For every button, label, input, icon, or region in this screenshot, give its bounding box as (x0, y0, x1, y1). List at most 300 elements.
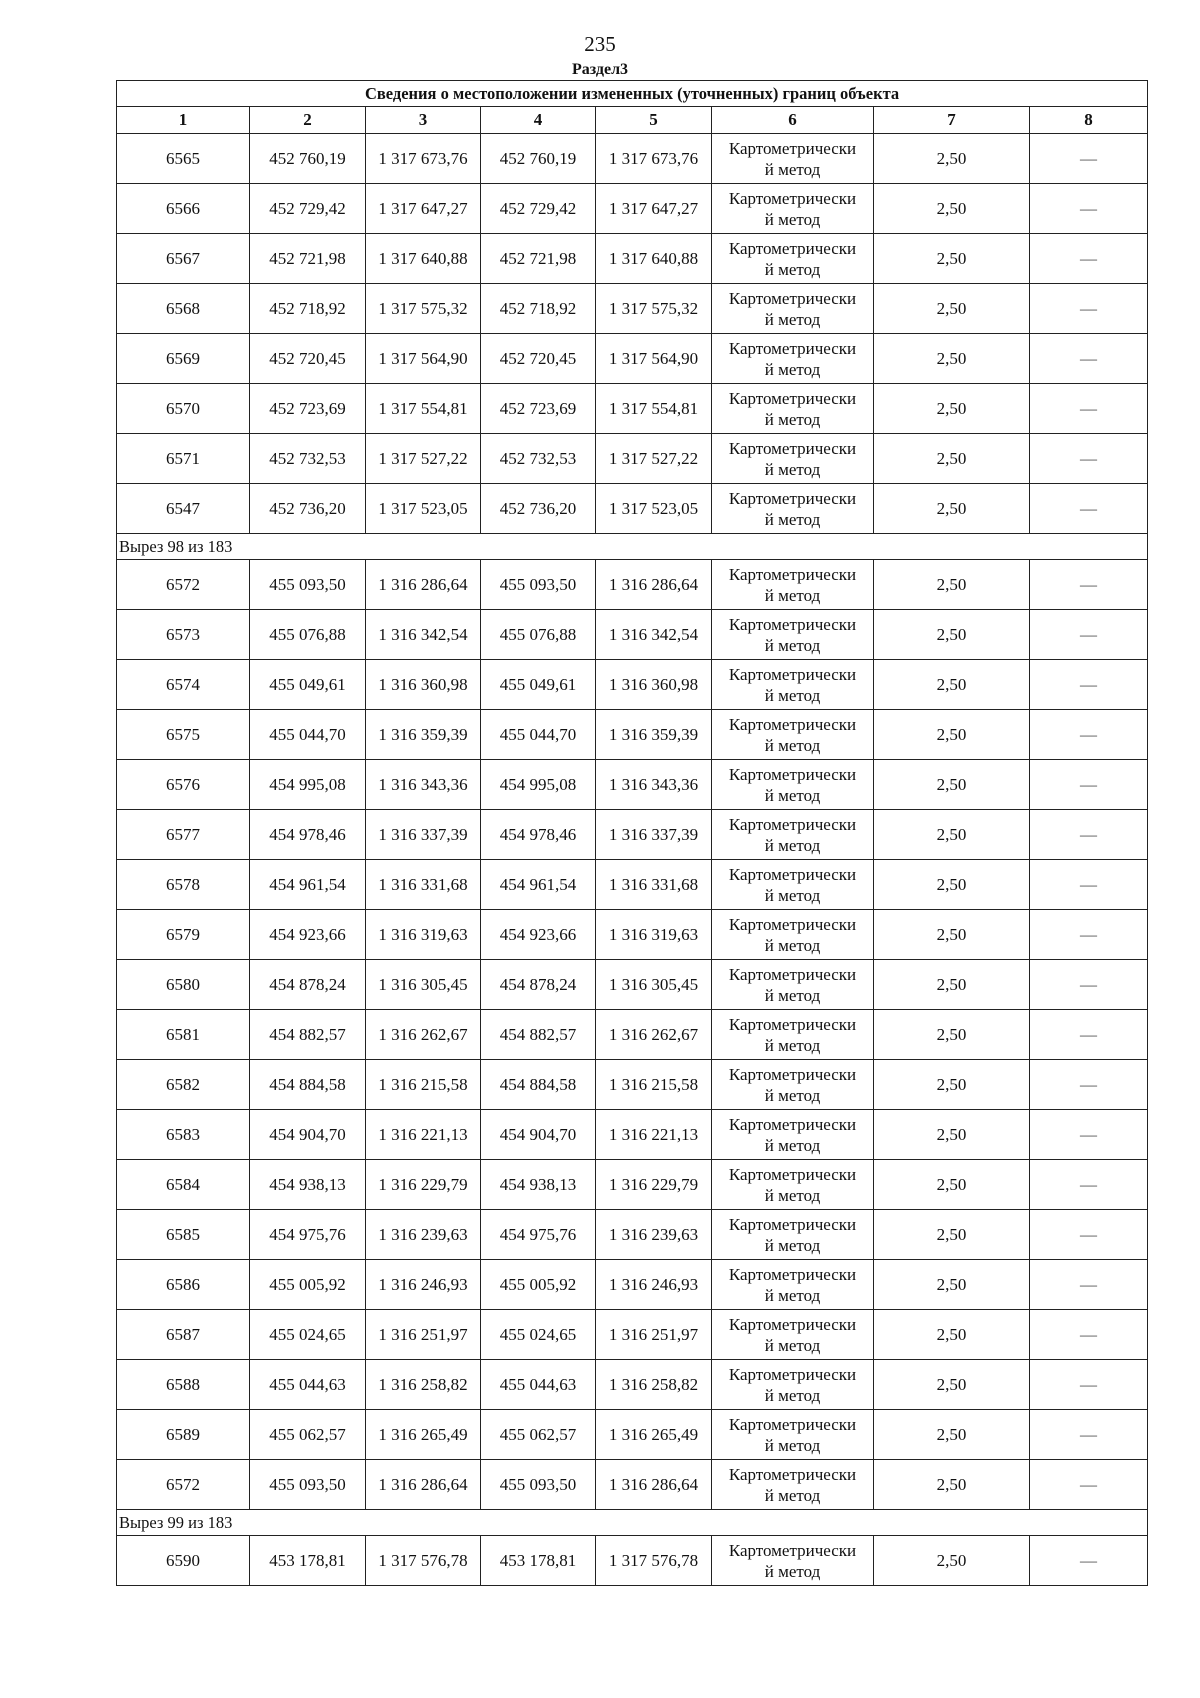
table-row (117, 1536, 1148, 1586)
table-row (117, 810, 1148, 860)
x-new-cell: 454 904,70 (481, 1110, 596, 1160)
accuracy-cell: 2,50 (874, 1260, 1030, 1310)
table-row (117, 660, 1148, 710)
method-line-2: й метод (764, 259, 821, 279)
x-old-cell: 455 093,50 (250, 560, 366, 610)
x-old-cell: 454 938,13 (250, 1160, 366, 1210)
note-cell: — (1030, 760, 1148, 810)
method-cell (712, 910, 874, 960)
table-row (117, 560, 1148, 610)
x-new-cell: 454 923,66 (481, 910, 596, 960)
y-new-cell: 1 316 331,68 (596, 860, 712, 910)
y-old-cell: 1 317 564,90 (366, 334, 481, 384)
method-line-1: Картометрически (728, 1414, 857, 1434)
method-cell (712, 384, 874, 434)
method-cell (712, 1210, 874, 1260)
method-line-2: й метод (764, 1485, 821, 1505)
method-line-1: Картометрически (728, 1314, 857, 1334)
y-old-cell: 1 316 286,64 (366, 560, 481, 610)
cutout-header-row (117, 1510, 1148, 1536)
method-cell (712, 1360, 874, 1410)
x-new-cell: 452 721,98 (481, 234, 596, 284)
y-old-cell: 1 317 575,32 (366, 284, 481, 334)
accuracy-cell: 2,50 (874, 1310, 1030, 1360)
method-line-1: Картометрически (728, 338, 857, 358)
method-line-2: й метод (764, 1135, 821, 1155)
y-old-cell: 1 317 647,27 (366, 184, 481, 234)
x-old-cell: 453 178,81 (250, 1536, 366, 1586)
method-line-2: й метод (764, 985, 821, 1005)
accuracy-cell: 2,50 (874, 434, 1030, 484)
accuracy-cell: 2,50 (874, 1360, 1030, 1410)
y-old-cell: 1 316 342,54 (366, 610, 481, 660)
method-line-2: й метод (764, 1385, 821, 1405)
table-row (117, 960, 1148, 1010)
accuracy-cell: 2,50 (874, 910, 1030, 960)
x-old-cell: 452 720,45 (250, 334, 366, 384)
note-cell: — (1030, 1210, 1148, 1260)
table-row (117, 1210, 1148, 1260)
x-old-cell: 452 729,42 (250, 184, 366, 234)
method-cell (712, 1310, 874, 1360)
y-new-cell: 1 317 564,90 (596, 334, 712, 384)
x-new-cell: 454 882,57 (481, 1010, 596, 1060)
method-cell (712, 760, 874, 810)
table-row (117, 1260, 1148, 1310)
accuracy-cell: 2,50 (874, 284, 1030, 334)
x-old-cell: 452 732,53 (250, 434, 366, 484)
method-line-2: й метод (764, 1085, 821, 1105)
method-line-1: Картометрически (728, 714, 857, 734)
method-line-2: й метод (764, 635, 821, 655)
method-line-1: Картометрически (728, 614, 857, 634)
x-old-cell: 455 093,50 (250, 1460, 366, 1510)
method-line-2: й метод (764, 785, 821, 805)
method-cell (712, 334, 874, 384)
x-old-cell: 454 878,24 (250, 960, 366, 1010)
method-line-2: й метод (764, 1561, 821, 1581)
accuracy-cell: 2,50 (874, 1010, 1030, 1060)
point-number-cell: 6581 (117, 1010, 250, 1060)
y-old-cell: 1 317 527,22 (366, 434, 481, 484)
y-new-cell: 1 316 359,39 (596, 710, 712, 760)
y-new-cell: 1 316 239,63 (596, 1210, 712, 1260)
method-line-1: Картометрически (728, 914, 857, 934)
point-number-cell: 6547 (117, 484, 250, 534)
method-line-1: Картометрически (728, 438, 857, 458)
y-old-cell: 1 316 229,79 (366, 1160, 481, 1210)
y-old-cell: 1 316 331,68 (366, 860, 481, 910)
table-row (117, 1460, 1148, 1510)
note-cell: — (1030, 1160, 1148, 1210)
x-new-cell: 455 093,50 (481, 560, 596, 610)
point-number-cell: 6567 (117, 234, 250, 284)
method-line-2: й метод (764, 359, 821, 379)
x-old-cell: 454 961,54 (250, 860, 366, 910)
table-row (117, 234, 1148, 284)
x-old-cell: 455 044,70 (250, 710, 366, 760)
point-number-cell: 6566 (117, 184, 250, 234)
accuracy-cell: 2,50 (874, 234, 1030, 284)
column-number: 8 (1030, 107, 1148, 134)
method-cell (712, 434, 874, 484)
x-new-cell: 454 995,08 (481, 760, 596, 810)
method-line-1: Картометрически (728, 1464, 857, 1484)
y-new-cell: 1 317 640,88 (596, 234, 712, 284)
accuracy-cell: 2,50 (874, 860, 1030, 910)
method-cell (712, 810, 874, 860)
method-line-2: й метод (764, 1285, 821, 1305)
accuracy-cell: 2,50 (874, 1210, 1030, 1260)
y-old-cell: 1 316 221,13 (366, 1110, 481, 1160)
accuracy-cell: 2,50 (874, 134, 1030, 184)
table-row (117, 1010, 1148, 1060)
method-line-1: Картометрически (728, 814, 857, 834)
accuracy-cell: 2,50 (874, 710, 1030, 760)
x-old-cell: 454 904,70 (250, 1110, 366, 1160)
method-line-2: й метод (764, 159, 821, 179)
y-old-cell: 1 316 258,82 (366, 1360, 481, 1410)
y-old-cell: 1 316 251,97 (366, 1310, 481, 1360)
y-new-cell: 1 317 554,81 (596, 384, 712, 434)
x-new-cell: 455 049,61 (481, 660, 596, 710)
method-line-1: Картометрически (728, 864, 857, 884)
y-new-cell: 1 317 576,78 (596, 1536, 712, 1586)
method-line-2: й метод (764, 1185, 821, 1205)
boundary-coordinates-table (116, 80, 1148, 1586)
x-old-cell: 452 723,69 (250, 384, 366, 434)
y-new-cell: 1 316 265,49 (596, 1410, 712, 1460)
y-new-cell: 1 316 342,54 (596, 610, 712, 660)
accuracy-cell: 2,50 (874, 184, 1030, 234)
y-new-cell: 1 317 575,32 (596, 284, 712, 334)
y-new-cell: 1 316 262,67 (596, 1010, 712, 1060)
note-cell: — (1030, 284, 1148, 334)
y-new-cell: 1 316 337,39 (596, 810, 712, 860)
y-old-cell: 1 316 343,36 (366, 760, 481, 810)
y-old-cell: 1 317 640,88 (366, 234, 481, 284)
method-cell (712, 1260, 874, 1310)
accuracy-cell: 2,50 (874, 660, 1030, 710)
accuracy-cell: 2,50 (874, 1410, 1030, 1460)
method-line-1: Картометрически (728, 138, 857, 158)
x-old-cell: 452 760,19 (250, 134, 366, 184)
x-old-cell: 455 005,92 (250, 1260, 366, 1310)
y-old-cell: 1 316 239,63 (366, 1210, 481, 1260)
x-new-cell: 452 729,42 (481, 184, 596, 234)
note-cell: — (1030, 384, 1148, 434)
y-new-cell: 1 317 523,05 (596, 484, 712, 534)
y-old-cell: 1 316 246,93 (366, 1260, 481, 1310)
point-number-cell: 6568 (117, 284, 250, 334)
method-line-1: Картометрически (728, 238, 857, 258)
table-row (117, 1410, 1148, 1460)
x-new-cell: 454 975,76 (481, 1210, 596, 1260)
method-line-2: й метод (764, 885, 821, 905)
y-old-cell: 1 317 673,76 (366, 134, 481, 184)
method-line-2: й метод (764, 1335, 821, 1355)
point-number-cell: 6571 (117, 434, 250, 484)
cutout-header-row (117, 534, 1148, 560)
point-number-cell: 6579 (117, 910, 250, 960)
method-line-1: Картометрически (728, 1164, 857, 1184)
method-line-1: Картометрически (728, 1364, 857, 1384)
y-new-cell: 1 316 305,45 (596, 960, 712, 1010)
y-new-cell: 1 316 343,36 (596, 760, 712, 810)
method-line-2: й метод (764, 509, 821, 529)
column-number: 3 (366, 107, 481, 134)
point-number-cell: 6573 (117, 610, 250, 660)
point-number-cell: 6585 (117, 1210, 250, 1260)
note-cell: — (1030, 560, 1148, 610)
x-old-cell: 454 884,58 (250, 1060, 366, 1110)
table-row (117, 1360, 1148, 1410)
table-row (117, 1060, 1148, 1110)
method-cell (712, 860, 874, 910)
method-line-1: Картометрически (728, 288, 857, 308)
y-old-cell: 1 316 262,67 (366, 1010, 481, 1060)
method-line-2: й метод (764, 1035, 821, 1055)
note-cell: — (1030, 334, 1148, 384)
note-cell: — (1030, 134, 1148, 184)
table-row (117, 134, 1148, 184)
table-row (117, 184, 1148, 234)
y-old-cell: 1 316 359,39 (366, 710, 481, 760)
method-line-1: Картометрически (728, 664, 857, 684)
method-cell (712, 1110, 874, 1160)
method-cell (712, 660, 874, 710)
y-new-cell: 1 316 286,64 (596, 560, 712, 610)
method-cell (712, 184, 874, 234)
note-cell: — (1030, 1360, 1148, 1410)
x-new-cell: 455 093,50 (481, 1460, 596, 1510)
table-row (117, 710, 1148, 760)
table-row (117, 860, 1148, 910)
note-cell: — (1030, 960, 1148, 1010)
point-number-cell: 6580 (117, 960, 250, 1010)
point-number-cell: 6588 (117, 1360, 250, 1410)
method-line-2: й метод (764, 935, 821, 955)
method-line-1: Картометрически (728, 388, 857, 408)
x-new-cell: 455 005,92 (481, 1260, 596, 1310)
y-old-cell: 1 316 265,49 (366, 1410, 481, 1460)
accuracy-cell: 2,50 (874, 1160, 1030, 1210)
y-new-cell: 1 317 647,27 (596, 184, 712, 234)
point-number-cell: 6590 (117, 1536, 250, 1586)
x-old-cell: 454 882,57 (250, 1010, 366, 1060)
x-new-cell: 454 938,13 (481, 1160, 596, 1210)
section-title: Раздел3 (571, 61, 629, 78)
x-new-cell: 455 044,63 (481, 1360, 596, 1410)
x-old-cell: 454 923,66 (250, 910, 366, 960)
table-body (117, 134, 1148, 1586)
x-new-cell: 455 076,88 (481, 610, 596, 660)
point-number-cell: 6587 (117, 1310, 250, 1360)
x-old-cell: 455 049,61 (250, 660, 366, 710)
note-cell: — (1030, 910, 1148, 960)
method-line-2: й метод (764, 685, 821, 705)
accuracy-cell: 2,50 (874, 960, 1030, 1010)
column-number: 1 (117, 107, 250, 134)
table-row (117, 384, 1148, 434)
method-line-1: Картометрически (728, 1264, 857, 1284)
note-cell: — (1030, 234, 1148, 284)
x-old-cell: 455 044,63 (250, 1360, 366, 1410)
method-line-2: й метод (764, 735, 821, 755)
page-number: 235 (584, 32, 616, 56)
y-new-cell: 1 316 251,97 (596, 1310, 712, 1360)
method-cell (712, 484, 874, 534)
x-new-cell: 452 760,19 (481, 134, 596, 184)
column-number: 2 (250, 107, 366, 134)
table-row (117, 434, 1148, 484)
method-line-2: й метод (764, 585, 821, 605)
y-new-cell: 1 317 527,22 (596, 434, 712, 484)
x-old-cell: 454 975,76 (250, 1210, 366, 1260)
method-line-1: Картометрически (728, 1064, 857, 1084)
note-cell: — (1030, 1460, 1148, 1510)
table-row (117, 284, 1148, 334)
point-number-cell: 6586 (117, 1260, 250, 1310)
method-line-2: й метод (764, 459, 821, 479)
x-new-cell: 455 024,65 (481, 1310, 596, 1360)
point-number-cell: 6577 (117, 810, 250, 860)
y-old-cell: 1 316 305,45 (366, 960, 481, 1010)
note-cell: — (1030, 710, 1148, 760)
column-number: 6 (712, 107, 874, 134)
x-new-cell: 453 178,81 (481, 1536, 596, 1586)
x-new-cell: 452 723,69 (481, 384, 596, 434)
x-new-cell: 452 720,45 (481, 334, 596, 384)
point-number-cell: 6582 (117, 1060, 250, 1110)
note-cell: — (1030, 1260, 1148, 1310)
accuracy-cell: 2,50 (874, 760, 1030, 810)
x-new-cell: 455 044,70 (481, 710, 596, 760)
method-cell (712, 560, 874, 610)
method-cell (712, 1460, 874, 1510)
accuracy-cell: 2,50 (874, 1110, 1030, 1160)
y-old-cell: 1 317 523,05 (366, 484, 481, 534)
method-cell (712, 1160, 874, 1210)
x-new-cell: 452 732,53 (481, 434, 596, 484)
note-cell: — (1030, 1536, 1148, 1586)
method-line-1: Картометрически (728, 564, 857, 584)
table-caption: Сведения о местоположении измененных (уточненных) границ объекта (117, 81, 1148, 107)
cutout-label: Вырез 99 из 183 (117, 1510, 1148, 1536)
method-cell (712, 1010, 874, 1060)
method-line-2: й метод (764, 1235, 821, 1255)
accuracy-cell: 2,50 (874, 484, 1030, 534)
method-line-1: Картометрически (728, 1114, 857, 1134)
note-cell: — (1030, 810, 1148, 860)
method-cell (712, 1410, 874, 1460)
cutout-label: Вырез 98 из 183 (117, 534, 1148, 560)
x-old-cell: 454 995,08 (250, 760, 366, 810)
column-number-row (117, 107, 1148, 134)
note-cell: — (1030, 1060, 1148, 1110)
x-old-cell: 455 076,88 (250, 610, 366, 660)
method-line-1: Картометрически (728, 1540, 857, 1560)
point-number-cell: 6583 (117, 1110, 250, 1160)
y-old-cell: 1 317 554,81 (366, 384, 481, 434)
method-line-1: Картометрически (728, 964, 857, 984)
column-number: 4 (481, 107, 596, 134)
note-cell: — (1030, 1310, 1148, 1360)
point-number-cell: 6575 (117, 710, 250, 760)
accuracy-cell: 2,50 (874, 1460, 1030, 1510)
y-new-cell: 1 317 673,76 (596, 134, 712, 184)
note-cell: — (1030, 1410, 1148, 1460)
accuracy-cell: 2,50 (874, 1536, 1030, 1586)
table-row (117, 1110, 1148, 1160)
point-number-cell: 6574 (117, 660, 250, 710)
method-cell (712, 710, 874, 760)
x-new-cell: 454 878,24 (481, 960, 596, 1010)
y-new-cell: 1 316 229,79 (596, 1160, 712, 1210)
y-new-cell: 1 316 360,98 (596, 660, 712, 710)
y-old-cell: 1 316 286,64 (366, 1460, 481, 1510)
accuracy-cell: 2,50 (874, 560, 1030, 610)
x-old-cell: 455 024,65 (250, 1310, 366, 1360)
accuracy-cell: 2,50 (874, 334, 1030, 384)
table-caption-row (117, 81, 1148, 107)
point-number-cell: 6572 (117, 1460, 250, 1510)
y-old-cell: 1 316 319,63 (366, 910, 481, 960)
method-line-1: Картометрически (728, 1214, 857, 1234)
y-new-cell: 1 316 286,64 (596, 1460, 712, 1510)
method-line-1: Картометрически (728, 488, 857, 508)
point-number-cell: 6569 (117, 334, 250, 384)
table-row (117, 484, 1148, 534)
method-cell (712, 234, 874, 284)
x-new-cell: 454 978,46 (481, 810, 596, 860)
table-row (117, 910, 1148, 960)
table-row (117, 334, 1148, 384)
x-new-cell: 454 884,58 (481, 1060, 596, 1110)
note-cell: — (1030, 434, 1148, 484)
note-cell: — (1030, 1010, 1148, 1060)
method-line-2: й метод (764, 309, 821, 329)
x-old-cell: 452 736,20 (250, 484, 366, 534)
point-number-cell: 6589 (117, 1410, 250, 1460)
method-cell (712, 284, 874, 334)
note-cell: — (1030, 660, 1148, 710)
note-cell: — (1030, 484, 1148, 534)
point-number-cell: 6584 (117, 1160, 250, 1210)
method-line-1: Картометрически (728, 188, 857, 208)
y-new-cell: 1 316 319,63 (596, 910, 712, 960)
method-cell (712, 610, 874, 660)
y-old-cell: 1 316 215,58 (366, 1060, 481, 1110)
method-cell (712, 134, 874, 184)
point-number-cell: 6576 (117, 760, 250, 810)
x-new-cell: 452 736,20 (481, 484, 596, 534)
accuracy-cell: 2,50 (874, 610, 1030, 660)
point-number-cell: 6570 (117, 384, 250, 434)
x-new-cell: 455 062,57 (481, 1410, 596, 1460)
y-new-cell: 1 316 215,58 (596, 1060, 712, 1110)
note-cell: — (1030, 184, 1148, 234)
x-old-cell: 454 978,46 (250, 810, 366, 860)
column-number: 7 (874, 107, 1030, 134)
method-line-2: й метод (764, 209, 821, 229)
method-line-1: Картометрически (728, 1014, 857, 1034)
x-new-cell: 452 718,92 (481, 284, 596, 334)
table-row (117, 610, 1148, 660)
method-line-2: й метод (764, 835, 821, 855)
note-cell: — (1030, 610, 1148, 660)
note-cell: — (1030, 860, 1148, 910)
